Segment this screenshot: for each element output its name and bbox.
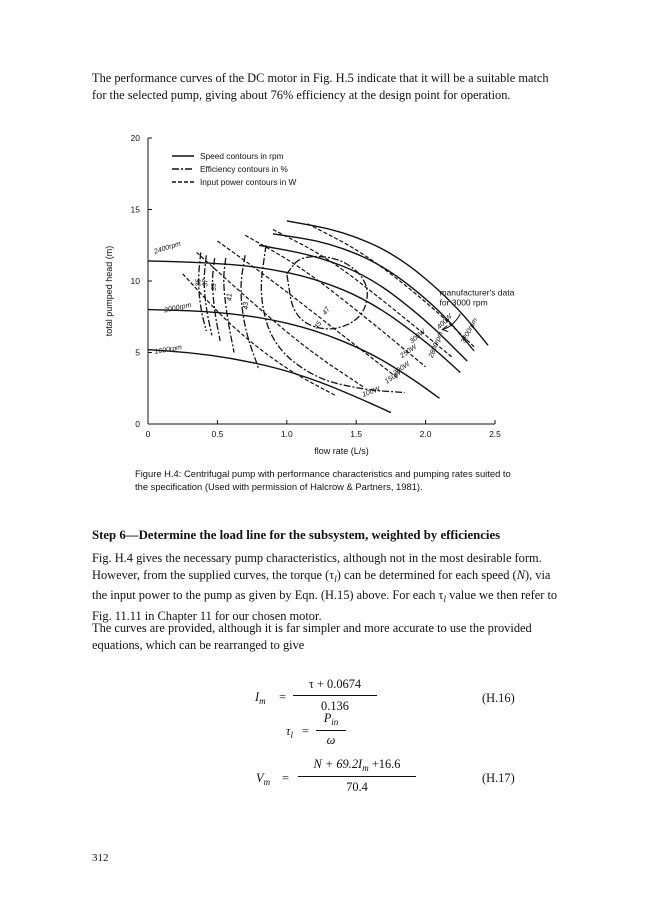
curve-label-400W: 400W [435, 313, 454, 332]
y-tick-label: 5 [135, 347, 140, 358]
x-tick-label: 2.0 [419, 429, 432, 439]
power-contour-100W [183, 274, 336, 396]
y-tick-label: 0 [135, 419, 140, 429]
efficiency-contour-43 [241, 255, 259, 369]
p2-sub-l: l [334, 573, 337, 584]
step-heading: Step 6—Determine the load line for the subsystem, weighted by efficiencies [92, 528, 501, 542]
eq1-lhs: I [255, 690, 260, 704]
curve-label-100W: 100W [361, 385, 382, 399]
p2-part-d: value we then refer to Fig. 11.11 in Chapter 11 for our chosen motor. [92, 588, 558, 623]
eq3-num-a: N + 69.2 [313, 757, 359, 771]
curve-label-150W: 150W [383, 369, 403, 386]
efficiency-contour-37 [204, 255, 212, 335]
curve-label-1600rpm: 1600rpm [154, 344, 183, 356]
curve-label-45: 45 [313, 320, 324, 331]
eq1-fraction-line [293, 695, 377, 696]
p2-part-b: ) can be determined for each speed ( [336, 567, 517, 582]
eq3-denominator: 70.4 [346, 780, 368, 794]
eq2-lhs-sub: l [290, 730, 293, 740]
y-axis-label: total pumped head (m) [104, 245, 114, 337]
eq-label-h16: (H.16) [482, 691, 515, 705]
p2-speed-symbol: N [516, 567, 525, 582]
eq2-numerator: P [323, 711, 332, 725]
eq3-equals: = [282, 771, 289, 785]
eq1-denominator: 0.136 [321, 699, 349, 713]
eq3-lhs: V [256, 771, 264, 785]
eq2-denominator: ω [326, 733, 336, 747]
power-contour-150W [197, 252, 364, 386]
eq-label-h17: (H.17) [482, 771, 515, 785]
curve-label-250W: 250W [399, 343, 419, 360]
efficiency-contour-41 [224, 258, 234, 352]
pump-characteristics-paragraph [92, 550, 562, 624]
curve-label-43: 43 [242, 301, 250, 310]
curve-label-300W: 300W [408, 328, 428, 346]
x-axis-label: flow rate (L/s) [314, 446, 369, 456]
figure-caption: Figure H.4: Centrifugal pump with performance characteristics and pumping rates suited to the specification (Used with permission of Halcrow & Partners, 1981). [135, 468, 511, 492]
page-number: 312 [92, 852, 109, 864]
power-contour-250W [242, 235, 425, 367]
speed-contour-2000rpm [148, 310, 439, 399]
annotation-3000rpm: for 3000 rpm [439, 297, 488, 308]
pump-performance-figure [92, 126, 562, 516]
eq2-numerator-sub: in [331, 717, 339, 727]
eq2-equals: = [302, 724, 309, 738]
x-tick-label: 1.5 [350, 429, 363, 439]
eq3-num-I: I [358, 757, 363, 771]
eq3-num-sub: m [362, 763, 369, 773]
eq1-equals: = [279, 690, 286, 704]
x-tick-label: 2.5 [489, 429, 501, 439]
legend-entry: Speed contours in rpm [200, 151, 284, 161]
equations-intro-paragraph: The curves are provided, although it is far simpler and more accurate to use the provided equations, which can be rearranged to give [92, 621, 532, 652]
eq1-numerator: τ + 0.0674 [308, 677, 362, 691]
curve-label-47: 47 [321, 306, 332, 317]
x-tick-label: 0.5 [211, 429, 224, 439]
curve-label-200W: 200W [392, 360, 412, 378]
x-tick-label: 1.0 [280, 429, 293, 439]
eq1-lhs-sub: m [259, 696, 266, 706]
speed-contour-2400rpm [148, 261, 460, 373]
x-tick-label: 0 [145, 429, 151, 439]
curve-label-2800rpm: 2800rpm [427, 330, 445, 359]
pump-chart-svg [92, 126, 562, 466]
power-contour-300W [273, 230, 453, 359]
eq2-fraction-line [316, 730, 346, 731]
y-tick-label: 20 [130, 133, 140, 143]
p2-part-c: ), via the input power to the pump as given by Eqn. (H.15) above. For each τ [92, 567, 551, 602]
curve-label-39: 39 [211, 283, 219, 292]
legend-entry: Efficiency contours in % [200, 164, 288, 174]
curve-label-41: 41 [226, 293, 234, 302]
p2-sub-l-2: l [443, 594, 447, 604]
p2-part-a: Fig. H.4 gives the necessary pump characteristics, although not in the most desirable form. However, from the supplied curves, the torque (τ [92, 551, 542, 582]
annotation-manufacturer-data: manufacturer's data [439, 287, 515, 298]
y-tick-label: 10 [130, 276, 140, 286]
curve-label-3200rpm: 3200rpm [460, 317, 480, 345]
eq3-lhs-sub: m [263, 777, 271, 787]
y-tick-label: 15 [130, 204, 140, 215]
intro-paragraph: The performance curves of the DC motor in Fig. H.5 indicate that it will be a suitable match for the selected pump, giving about 76% efficiency at the design point for operation. [92, 71, 549, 102]
curve-label-35: 35 [195, 278, 203, 287]
eq3-num-b: +16.6 [368, 757, 401, 771]
legend-entry: Input power contours in W [200, 177, 297, 187]
speed-contour-1600rpm [148, 350, 391, 413]
eq2-lhs: τ [286, 724, 291, 738]
curve-label-37: 37 [202, 278, 210, 287]
curve-label-2400rpm: 2400rpm [153, 240, 182, 256]
eq3-fraction-line [298, 776, 416, 777]
curve-label-2000rpm: 2000rpm [163, 301, 193, 315]
